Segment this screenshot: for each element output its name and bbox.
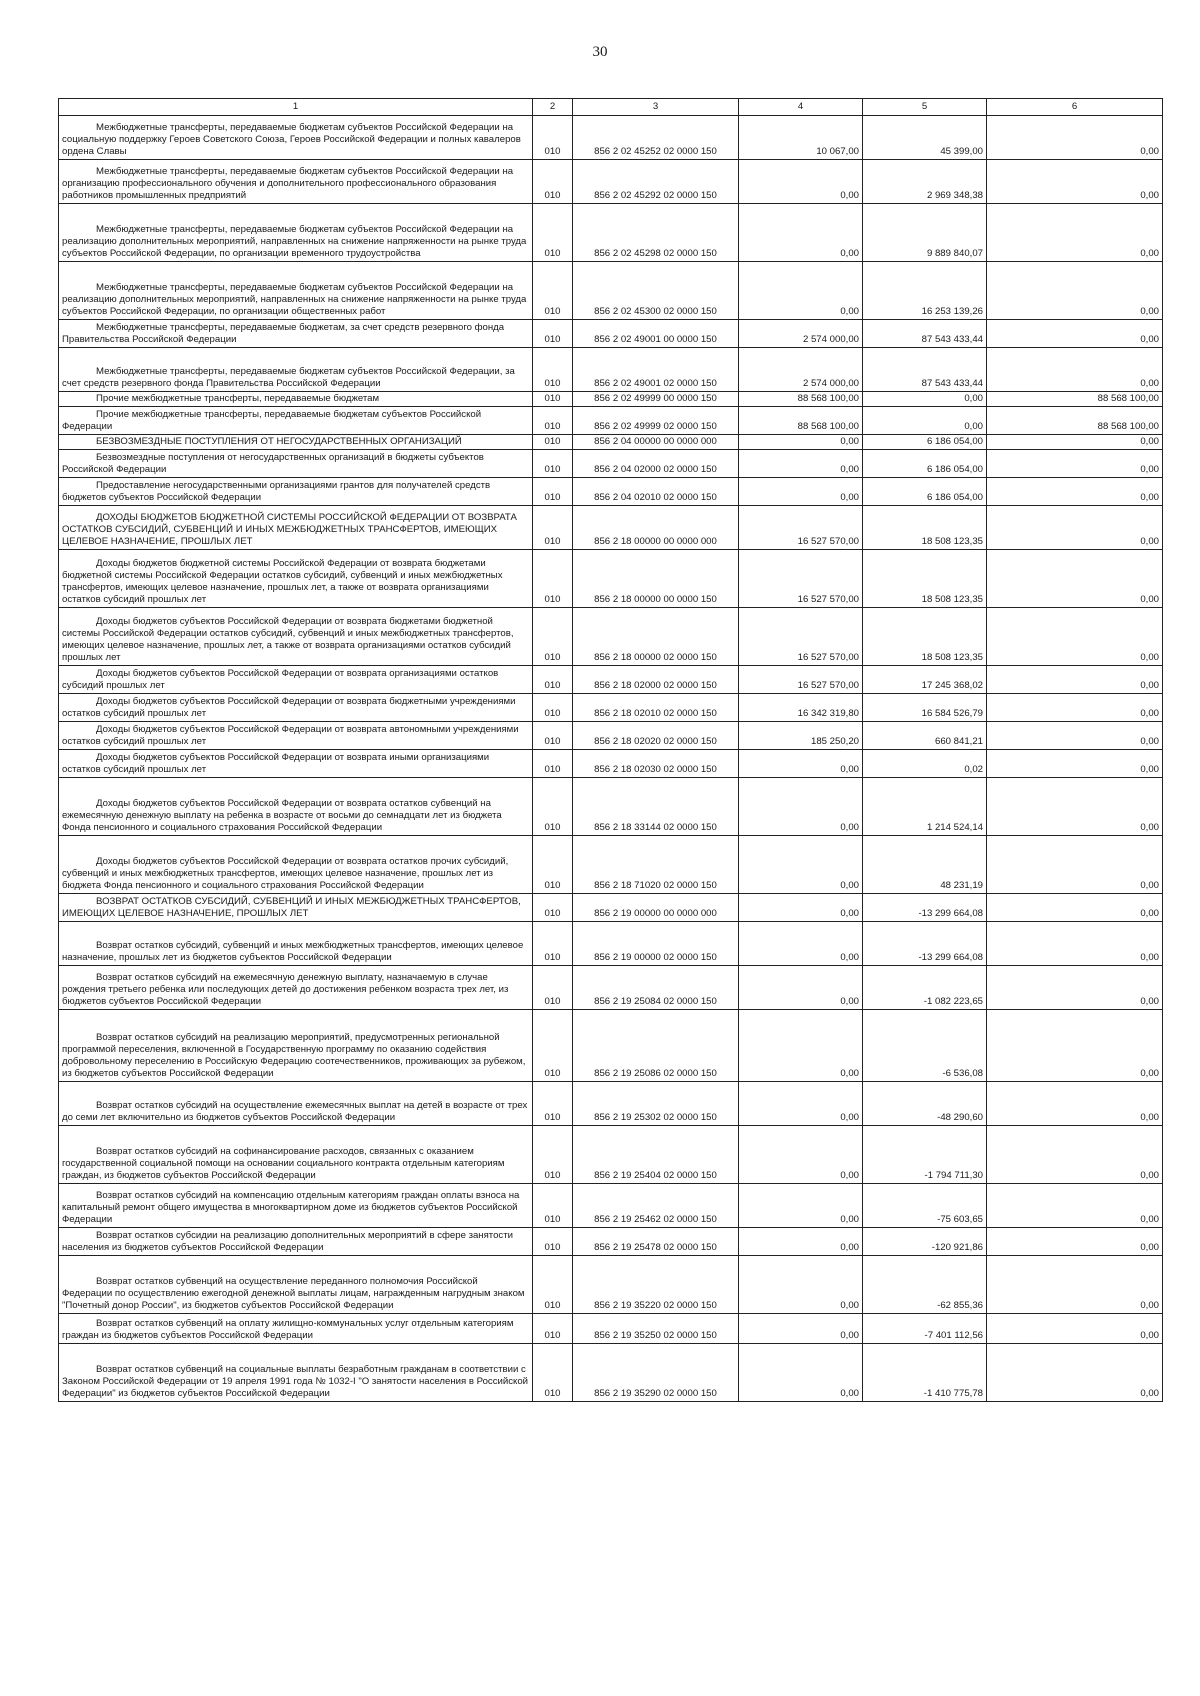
row-description: Доходы бюджетов субъектов Российской Федерации от возврата остатков субвенций на ежемесячную денежную выплату на ребенка в возрасте от восьми до семнадцати лет из бюджета Фонда пенсионного и социального страхования Российской Федерации <box>59 778 533 836</box>
row-description: ВОЗВРАТ ОСТАТКОВ СУБСИДИЙ, СУБВЕНЦИЙ И ИНЫХ МЕЖБЮДЖЕТНЫХ ТРАНСФЕРТОВ, ИМЕЮЩИХ ЦЕЛЕВОЕ НАЗНАЧЕНИЕ, ПРОШЛЫХ ЛЕТ <box>59 894 533 922</box>
row-value-col5: 1 214 524,14 <box>863 778 987 836</box>
row-line-code: 010 <box>533 1184 573 1228</box>
row-value-col6: 0,00 <box>987 1344 1163 1402</box>
row-budget-code: 856 2 19 25084 02 0000 150 <box>573 966 739 1010</box>
row-value-col5: 18 508 123,35 <box>863 550 987 608</box>
column-header-2: 2 <box>533 99 573 116</box>
row-description: Возврат остатков субсидий, субвенций и иных межбюджетных трансфертов, имеющих целевое назначение, прошлых лет из бюджетов субъектов Российской Федерации <box>59 922 533 966</box>
row-line-code: 010 <box>533 450 573 478</box>
row-line-code: 010 <box>533 966 573 1010</box>
row-description: Доходы бюджетов бюджетной системы Российской Федерации от возврата бюджетами бюджетной системы Российской Федерации остатков субсидий, субвенций и иных межбюджетных трансфертов, имеющих целевое назначение, прошлых лет, а также от возврата организациями остатков субсидий прошлых лет <box>59 550 533 608</box>
row-description: Доходы бюджетов субъектов Российской Федерации от возврата бюджетами бюджетной системы Российской Федерации остатков субсидий, субвенций и иных межбюджетных трансфертов, имеющих целевое назначение, прошлых лет, а также от возврата организациями остатков субсидий прошлых лет <box>59 608 533 666</box>
row-budget-code: 856 2 04 02000 02 0000 150 <box>573 450 739 478</box>
table-row <box>59 320 1163 348</box>
row-budget-code: 856 2 18 02000 02 0000 150 <box>573 666 739 694</box>
row-budget-code: 856 2 18 02020 02 0000 150 <box>573 722 739 750</box>
row-value-col6: 0,00 <box>987 1256 1163 1314</box>
row-value-col4: 10 067,00 <box>739 116 863 160</box>
table-row <box>59 750 1163 778</box>
row-value-col5: 87 543 433,44 <box>863 320 987 348</box>
row-value-col4: 16 527 570,00 <box>739 506 863 550</box>
row-description: Доходы бюджетов субъектов Российской Федерации от возврата автономными учреждениями остатков субсидий прошлых лет <box>59 722 533 750</box>
column-header-1: 1 <box>59 99 533 116</box>
row-value-col6: 0,00 <box>987 1010 1163 1082</box>
table-row <box>59 116 1163 160</box>
row-value-col4: 0,00 <box>739 1256 863 1314</box>
row-value-col6: 0,00 <box>987 922 1163 966</box>
table-row <box>59 435 1163 450</box>
row-value-col4: 16 527 570,00 <box>739 666 863 694</box>
row-budget-code: 856 2 19 00000 02 0000 150 <box>573 922 739 966</box>
row-value-col4: 0,00 <box>739 966 863 1010</box>
row-value-col4: 0,00 <box>739 836 863 894</box>
row-description: Доходы бюджетов субъектов Российской Федерации от возврата остатков прочих субсидий, субвенций и иных межбюджетных трансфертов, имеющих целевое назначение, прошлых лет из бюджета Фонда пенсионного и социального страхования Российской Федерации <box>59 836 533 894</box>
row-description: Возврат остатков субвенций на осуществление переданного полномочия Российской Федерации по осуществлению ежегодной денежной выплаты лицам, награжденным нагрудным знаком "Почетный донор России", из бюджетов субъектов Российской Федерации <box>59 1256 533 1314</box>
row-budget-code: 856 2 02 45298 02 0000 150 <box>573 204 739 262</box>
table-row <box>59 392 1163 407</box>
row-description: Возврат остатков субсидий на осуществление ежемесячных выплат на детей в возрасте от трех до семи лет включительно из бюджетов субъектов Российской Федерации <box>59 1082 533 1126</box>
row-description: Возврат остатков субсидии на реализацию дополнительных мероприятий в сфере занятости населения из бюджетов субъектов Российской Федерации <box>59 1228 533 1256</box>
row-value-col5: 6 186 054,00 <box>863 450 987 478</box>
column-header-3: 3 <box>573 99 739 116</box>
row-value-col6: 0,00 <box>987 1126 1163 1184</box>
row-value-col4: 0,00 <box>739 450 863 478</box>
row-line-code: 010 <box>533 1082 573 1126</box>
row-description: Доходы бюджетов субъектов Российской Федерации от возврата бюджетными учреждениями остатков субсидий прошлых лет <box>59 694 533 722</box>
table-row <box>59 894 1163 922</box>
row-value-col5: -62 855,36 <box>863 1256 987 1314</box>
row-budget-code: 856 2 04 02010 02 0000 150 <box>573 478 739 506</box>
table-row <box>59 666 1163 694</box>
table-row <box>59 262 1163 320</box>
row-value-col4: 185 250,20 <box>739 722 863 750</box>
row-line-code: 010 <box>533 1314 573 1344</box>
row-description: Возврат остатков субсидий на софинансирование расходов, связанных с оказанием государственной социальной помощи на основании социального контракта отдельным категориям граждан, из бюджетов субъектов Российской Федерации <box>59 1126 533 1184</box>
row-description: Возврат остатков субвенций на социальные выплаты безработным гражданам в соответствии с Законом Российской Федерации от 19 апреля 1991 года № 1032-I "О занятости населения в Российской Федерации" из бюджетов субъектов Российской Федерации <box>59 1344 533 1402</box>
row-line-code: 010 <box>533 392 573 407</box>
table-row <box>59 160 1163 204</box>
row-value-col5: 660 841,21 <box>863 722 987 750</box>
row-line-code: 010 <box>533 506 573 550</box>
row-value-col4: 0,00 <box>739 1010 863 1082</box>
row-value-col4: 0,00 <box>739 778 863 836</box>
row-budget-code: 856 2 02 49999 00 0000 150 <box>573 392 739 407</box>
row-line-code: 010 <box>533 407 573 435</box>
row-value-col6: 0,00 <box>987 550 1163 608</box>
row-budget-code: 856 2 19 35250 02 0000 150 <box>573 1314 739 1344</box>
column-header-5: 5 <box>863 99 987 116</box>
row-value-col4: 0,00 <box>739 478 863 506</box>
row-value-col6: 0,00 <box>987 894 1163 922</box>
row-value-col4: 16 527 570,00 <box>739 550 863 608</box>
row-description: Доходы бюджетов субъектов Российской Федерации от возврата иными организациями остатков субсидий прошлых лет <box>59 750 533 778</box>
row-value-col6: 0,00 <box>987 262 1163 320</box>
row-line-code: 010 <box>533 1228 573 1256</box>
row-budget-code: 856 2 18 02010 02 0000 150 <box>573 694 739 722</box>
row-budget-code: 856 2 18 02030 02 0000 150 <box>573 750 739 778</box>
row-description: БЕЗВОЗМЕЗДНЫЕ ПОСТУПЛЕНИЯ ОТ НЕГОСУДАРСТВЕННЫХ ОРГАНИЗАЦИЙ <box>59 435 533 450</box>
row-value-col6: 0,00 <box>987 435 1163 450</box>
row-line-code: 010 <box>533 778 573 836</box>
column-header-6: 6 <box>987 99 1163 116</box>
row-budget-code: 856 2 02 45292 02 0000 150 <box>573 160 739 204</box>
row-description: Прочие межбюджетные трансферты, передаваемые бюджетам субъектов Российской Федерации <box>59 407 533 435</box>
row-value-col6: 88 568 100,00 <box>987 392 1163 407</box>
row-budget-code: 856 2 02 49001 00 0000 150 <box>573 320 739 348</box>
table-row <box>59 478 1163 506</box>
table-row <box>59 1228 1163 1256</box>
row-value-col5: 0,00 <box>863 407 987 435</box>
table-row <box>59 348 1163 392</box>
row-value-col5: 6 186 054,00 <box>863 478 987 506</box>
row-line-code: 010 <box>533 666 573 694</box>
row-value-col4: 16 527 570,00 <box>739 608 863 666</box>
row-description: Межбюджетные трансферты, передаваемые бюджетам субъектов Российской Федерации на реализацию дополнительных мероприятий, направленных на снижение напряженности на рынке труда субъектов Российской Федерации, по организации временного трудоустройства <box>59 204 533 262</box>
table-row <box>59 608 1163 666</box>
budget-table <box>58 98 1163 1402</box>
row-line-code: 010 <box>533 836 573 894</box>
row-description: Межбюджетные трансферты, передаваемые бюджетам субъектов Российской Федерации на реализацию дополнительных мероприятий, направленных на снижение напряженности на рынке труда субъектов Российской Федерации, по организации общественных работ <box>59 262 533 320</box>
row-budget-code: 856 2 02 45300 02 0000 150 <box>573 262 739 320</box>
row-value-col5: 48 231,19 <box>863 836 987 894</box>
row-value-col5: -120 921,86 <box>863 1228 987 1256</box>
table-row <box>59 694 1163 722</box>
row-value-col5: 16 253 139,26 <box>863 262 987 320</box>
row-value-col6: 0,00 <box>987 320 1163 348</box>
row-value-col5: -6 536,08 <box>863 1010 987 1082</box>
row-value-col6: 0,00 <box>987 204 1163 262</box>
row-description: Межбюджетные трансферты, передаваемые бюджетам субъектов Российской Федерации на организацию профессионального обучения и дополнительного профессионального образования работников промышленных предприятий <box>59 160 533 204</box>
row-value-col5: -1 082 223,65 <box>863 966 987 1010</box>
row-description: Возврат остатков субсидий на ежемесячную денежную выплату, назначаемую в случае рождения третьего ребенка или последующих детей до достижения ребенком возраста трех лет, из бюджетов субъектов Российской Федерации <box>59 966 533 1010</box>
row-value-col6: 0,00 <box>987 478 1163 506</box>
row-value-col5: -1 410 775,78 <box>863 1344 987 1402</box>
row-value-col5: -7 401 112,56 <box>863 1314 987 1344</box>
table-row <box>59 1010 1163 1082</box>
table-row <box>59 204 1163 262</box>
row-line-code: 010 <box>533 116 573 160</box>
row-description: Доходы бюджетов субъектов Российской Федерации от возврата организациями остатков субсидий прошлых лет <box>59 666 533 694</box>
row-value-col4: 0,00 <box>739 262 863 320</box>
table-row <box>59 550 1163 608</box>
table-row <box>59 506 1163 550</box>
row-value-col5: -75 603,65 <box>863 1184 987 1228</box>
row-value-col6: 0,00 <box>987 722 1163 750</box>
row-description: Межбюджетные трансферты, передаваемые бюджетам субъектов Российской Федерации на социальную поддержку Героев Советского Союза, Героев Российской Федерации и полных кавалеров ордена Славы <box>59 116 533 160</box>
table-row <box>59 1126 1163 1184</box>
row-description: Возврат остатков субсидий на компенсацию отдельным категориям граждан оплаты взноса на капитальный ремонт общего имущества в многоквартирном доме из бюджетов субъектов Российской Федерации <box>59 1184 533 1228</box>
table-row <box>59 966 1163 1010</box>
row-value-col4: 0,00 <box>739 1228 863 1256</box>
row-budget-code: 856 2 02 45252 02 0000 150 <box>573 116 739 160</box>
row-value-col4: 0,00 <box>739 1344 863 1402</box>
row-value-col6: 0,00 <box>987 694 1163 722</box>
row-description: ДОХОДЫ БЮДЖЕТОВ БЮДЖЕТНОЙ СИСТЕМЫ РОССИЙСКОЙ ФЕДЕРАЦИИ ОТ ВОЗВРАТА ОСТАТКОВ СУБСИДИЙ, СУБВЕНЦИЙ И ИНЫХ МЕЖБЮДЖЕТНЫХ ТРАНСФЕРТОВ, ИМЕЮЩИХ ЦЕЛЕВОЕ НАЗНАЧЕНИЕ, ПРОШЛЫХ ЛЕТ <box>59 506 533 550</box>
row-value-col4: 88 568 100,00 <box>739 392 863 407</box>
row-value-col5: -1 794 711,30 <box>863 1126 987 1184</box>
row-value-col4: 0,00 <box>739 894 863 922</box>
row-line-code: 010 <box>533 1344 573 1402</box>
row-description: Возврат остатков субвенций на оплату жилищно-коммунальных услуг отдельным категориям граждан из бюджетов субъектов Российской Федерации <box>59 1314 533 1344</box>
row-value-col5: 18 508 123,35 <box>863 506 987 550</box>
row-value-col4: 16 342 319,80 <box>739 694 863 722</box>
row-value-col6: 0,00 <box>987 1314 1163 1344</box>
row-value-col5: 45 399,00 <box>863 116 987 160</box>
row-line-code: 010 <box>533 160 573 204</box>
row-budget-code: 856 2 02 49999 02 0000 150 <box>573 407 739 435</box>
table-row <box>59 1344 1163 1402</box>
row-line-code: 010 <box>533 608 573 666</box>
table-row <box>59 1184 1163 1228</box>
row-line-code: 010 <box>533 722 573 750</box>
row-value-col6: 0,00 <box>987 116 1163 160</box>
row-budget-code: 856 2 18 00000 00 0000 000 <box>573 506 739 550</box>
row-budget-code: 856 2 18 00000 02 0000 150 <box>573 608 739 666</box>
table-row <box>59 778 1163 836</box>
table-row <box>59 450 1163 478</box>
row-value-col4: 2 574 000,00 <box>739 348 863 392</box>
row-budget-code: 856 2 19 25478 02 0000 150 <box>573 1228 739 1256</box>
row-line-code: 010 <box>533 694 573 722</box>
row-description: Межбюджетные трансферты, передаваемые бюджетам, за счет средств резервного фонда Правительства Российской Федерации <box>59 320 533 348</box>
row-line-code: 010 <box>533 1256 573 1314</box>
row-value-col4: 0,00 <box>739 1184 863 1228</box>
row-value-col4: 0,00 <box>739 435 863 450</box>
row-value-col6: 0,00 <box>987 608 1163 666</box>
row-budget-code: 856 2 19 00000 00 0000 000 <box>573 894 739 922</box>
row-value-col4: 88 568 100,00 <box>739 407 863 435</box>
row-description: Безвозмездные поступления от негосударственных организаций в бюджеты субъектов Российской Федерации <box>59 450 533 478</box>
row-line-code: 010 <box>533 478 573 506</box>
row-value-col6: 0,00 <box>987 1082 1163 1126</box>
table-row <box>59 407 1163 435</box>
row-line-code: 010 <box>533 894 573 922</box>
row-budget-code: 856 2 19 25462 02 0000 150 <box>573 1184 739 1228</box>
table-header-row <box>59 99 1163 116</box>
row-value-col5: 18 508 123,35 <box>863 608 987 666</box>
row-line-code: 010 <box>533 204 573 262</box>
table-row <box>59 1082 1163 1126</box>
row-value-col6: 0,00 <box>987 1228 1163 1256</box>
row-value-col5: -13 299 664,08 <box>863 894 987 922</box>
row-value-col5: 17 245 368,02 <box>863 666 987 694</box>
page-number: 30 <box>592 44 608 60</box>
row-budget-code: 856 2 19 25302 02 0000 150 <box>573 1082 739 1126</box>
row-budget-code: 856 2 19 35220 02 0000 150 <box>573 1256 739 1314</box>
table-row <box>59 1256 1163 1314</box>
row-value-col5: 2 969 348,38 <box>863 160 987 204</box>
row-value-col4: 0,00 <box>739 1126 863 1184</box>
table-row <box>59 922 1163 966</box>
row-value-col4: 0,00 <box>739 750 863 778</box>
row-value-col5: 6 186 054,00 <box>863 435 987 450</box>
row-value-col5: 87 543 433,44 <box>863 348 987 392</box>
table-row <box>59 1314 1163 1344</box>
row-budget-code: 856 2 18 00000 00 0000 150 <box>573 550 739 608</box>
row-line-code: 010 <box>533 348 573 392</box>
row-value-col4: 0,00 <box>739 204 863 262</box>
row-value-col6: 0,00 <box>987 966 1163 1010</box>
row-line-code: 010 <box>533 1126 573 1184</box>
row-value-col5: 16 584 526,79 <box>863 694 987 722</box>
row-value-col4: 0,00 <box>739 1314 863 1344</box>
row-line-code: 010 <box>533 750 573 778</box>
row-value-col5: -48 290,60 <box>863 1082 987 1126</box>
row-value-col5: 9 889 840,07 <box>863 204 987 262</box>
row-budget-code: 856 2 19 35290 02 0000 150 <box>573 1344 739 1402</box>
row-budget-code: 856 2 04 00000 00 0000 000 <box>573 435 739 450</box>
row-value-col4: 0,00 <box>739 160 863 204</box>
row-line-code: 010 <box>533 262 573 320</box>
row-value-col6: 0,00 <box>987 450 1163 478</box>
row-budget-code: 856 2 02 49001 02 0000 150 <box>573 348 739 392</box>
row-value-col6: 0,00 <box>987 348 1163 392</box>
table-row <box>59 722 1163 750</box>
row-value-col5: 0,02 <box>863 750 987 778</box>
row-value-col6: 0,00 <box>987 666 1163 694</box>
column-header-4: 4 <box>739 99 863 116</box>
row-value-col6: 0,00 <box>987 836 1163 894</box>
row-value-col4: 2 574 000,00 <box>739 320 863 348</box>
row-budget-code: 856 2 18 33144 02 0000 150 <box>573 778 739 836</box>
row-line-code: 010 <box>533 320 573 348</box>
row-line-code: 010 <box>533 550 573 608</box>
row-value-col6: 0,00 <box>987 750 1163 778</box>
table-row <box>59 836 1163 894</box>
row-value-col5: -13 299 664,08 <box>863 922 987 966</box>
row-value-col5: 0,00 <box>863 392 987 407</box>
row-value-col6: 0,00 <box>987 506 1163 550</box>
row-description: Предоставление негосударственными организациями грантов для получателей средств бюджетов субъектов Российской Федерации <box>59 478 533 506</box>
row-value-col6: 88 568 100,00 <box>987 407 1163 435</box>
table-body <box>59 116 1163 1402</box>
row-line-code: 010 <box>533 435 573 450</box>
row-description: Прочие межбюджетные трансферты, передаваемые бюджетам <box>59 392 533 407</box>
row-description: Межбюджетные трансферты, передаваемые бюджетам субъектов Российской Федерации, за счет средств резервного фонда Правительства Российской Федерации <box>59 348 533 392</box>
row-value-col4: 0,00 <box>739 922 863 966</box>
row-line-code: 010 <box>533 1010 573 1082</box>
row-value-col6: 0,00 <box>987 778 1163 836</box>
row-value-col6: 0,00 <box>987 1184 1163 1228</box>
row-description: Возврат остатков субсидий на реализацию мероприятий, предусмотренных региональной программой переселения, включенной в Государственную программу по оказанию содействия добровольному переселению в Российскую Федерацию соотечественников, проживающих за рубежом, из бюджетов субъектов Российской Федерации <box>59 1010 533 1082</box>
row-budget-code: 856 2 19 25404 02 0000 150 <box>573 1126 739 1184</box>
row-budget-code: 856 2 19 25086 02 0000 150 <box>573 1010 739 1082</box>
row-value-col4: 0,00 <box>739 1082 863 1126</box>
row-budget-code: 856 2 18 71020 02 0000 150 <box>573 836 739 894</box>
row-line-code: 010 <box>533 922 573 966</box>
row-value-col6: 0,00 <box>987 160 1163 204</box>
